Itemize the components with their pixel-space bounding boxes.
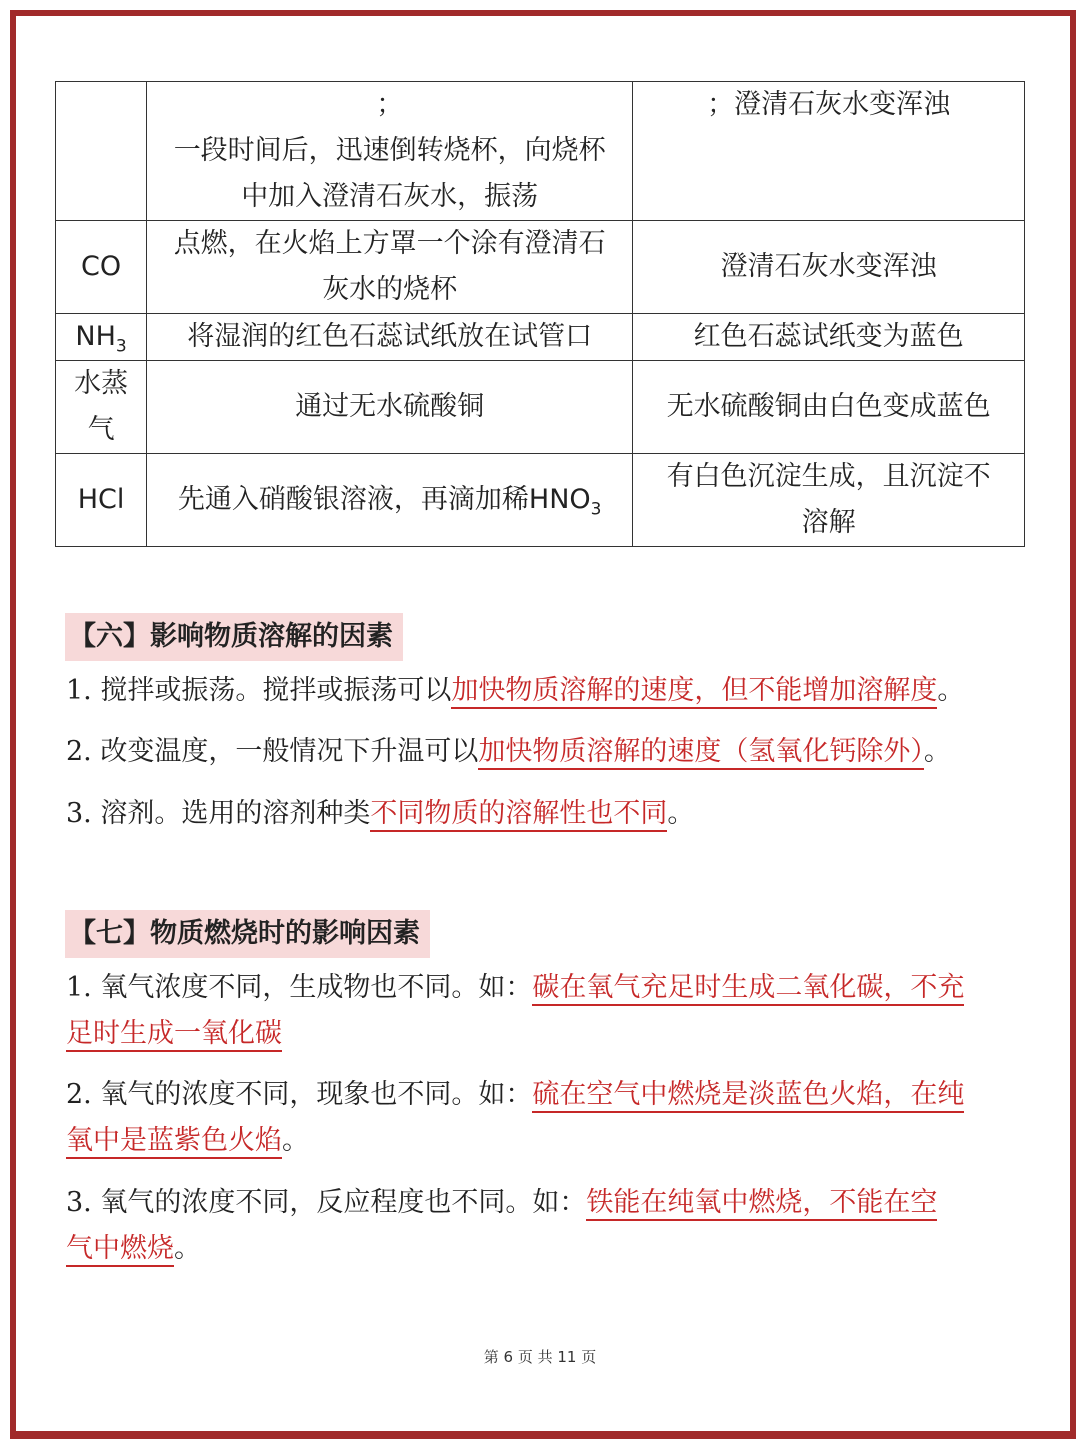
result-line: 有白色沉淀生成，且沉淀不 — [666, 461, 991, 492]
gas-cell: HCl — [56, 454, 147, 547]
list-item: 2. 氧气的浓度不同，现象也不同。如：硫在空气中燃烧是淡蓝色火焰，在纯 氧中是蓝紫色火焰。 — [66, 1072, 1026, 1164]
list-item: 1. 搅拌或振荡。搅拌或振荡可以加快物质溶解的速度，但不能增加溶解度。 — [66, 668, 1026, 714]
gas-cell: CO — [56, 221, 147, 314]
method-line: 将湿润的红色石蕊试纸放在试管口 — [187, 321, 593, 352]
result-cell — [633, 221, 1025, 314]
page-number: 第 6 页 共 11 页 — [483, 1348, 597, 1366]
method-cell — [147, 361, 633, 454]
result-cell — [633, 361, 1025, 454]
method-cell: 先通入硝酸银溶液，再滴加稀$HNO_3$ — [147, 454, 633, 547]
list-item: 3. 氧气的浓度不同，反应程度也不同。如：铁能在纯氧中燃烧，不能在空 气中燃烧。 — [66, 1180, 1026, 1272]
result-line: 溶解 — [801, 507, 856, 538]
table-row — [56, 314, 1025, 361]
result-line: 澄清石灰水变浑浊 — [720, 251, 937, 282]
section-title-6: 【六】影响物质溶解的因素 — [65, 613, 403, 661]
gas-test-table — [55, 81, 1025, 547]
method-cell — [147, 221, 633, 314]
method-line: ； — [376, 89, 404, 120]
method-line: 一段时间后，迅速倒转烧杯，向烧杯 — [173, 135, 606, 166]
list-item: 1. 氧气浓度不同，生成物也不同。如：碳在氧气充足时生成二氧化碳，不充 足时生成一氧化碳 — [66, 965, 1026, 1057]
table-row — [56, 454, 1025, 547]
method-line: 点燃，在火焰上方罩一个涂有澄清石 — [173, 228, 606, 259]
result-cell — [633, 82, 1025, 221]
table-row — [56, 361, 1025, 454]
result-cell — [633, 454, 1025, 547]
method-cell — [147, 82, 633, 221]
gas-cell — [56, 82, 147, 221]
table-row — [56, 82, 1025, 221]
result-line: ；澄清石灰水变浑浊 — [707, 89, 951, 120]
method-line: 通过无水硫酸铜 — [295, 391, 485, 422]
result-line: 无水硫酸铜由白色变成蓝色 — [666, 391, 991, 422]
result-line: 红色石蕊试纸变为蓝色 — [693, 321, 964, 352]
method-cell — [147, 314, 633, 361]
method-line: 灰水的烧杯 — [322, 274, 458, 305]
gas-cell: $NH_3$ — [56, 314, 147, 361]
table-row — [56, 221, 1025, 314]
result-cell — [633, 314, 1025, 361]
gas-cell: 水蒸 气 — [56, 361, 147, 454]
list-item: 3. 溶剂。选用的溶剂种类不同物质的溶解性也不同。 — [66, 791, 1026, 837]
list-item: 2. 改变温度，一般情况下升温可以加快物质溶解的速度（氢氧化钙除外）。 — [66, 729, 1026, 775]
section-title-7: 【七】物质燃烧时的影响因素 — [65, 910, 430, 958]
method-line: 中加入澄清石灰水，振荡 — [241, 181, 539, 212]
